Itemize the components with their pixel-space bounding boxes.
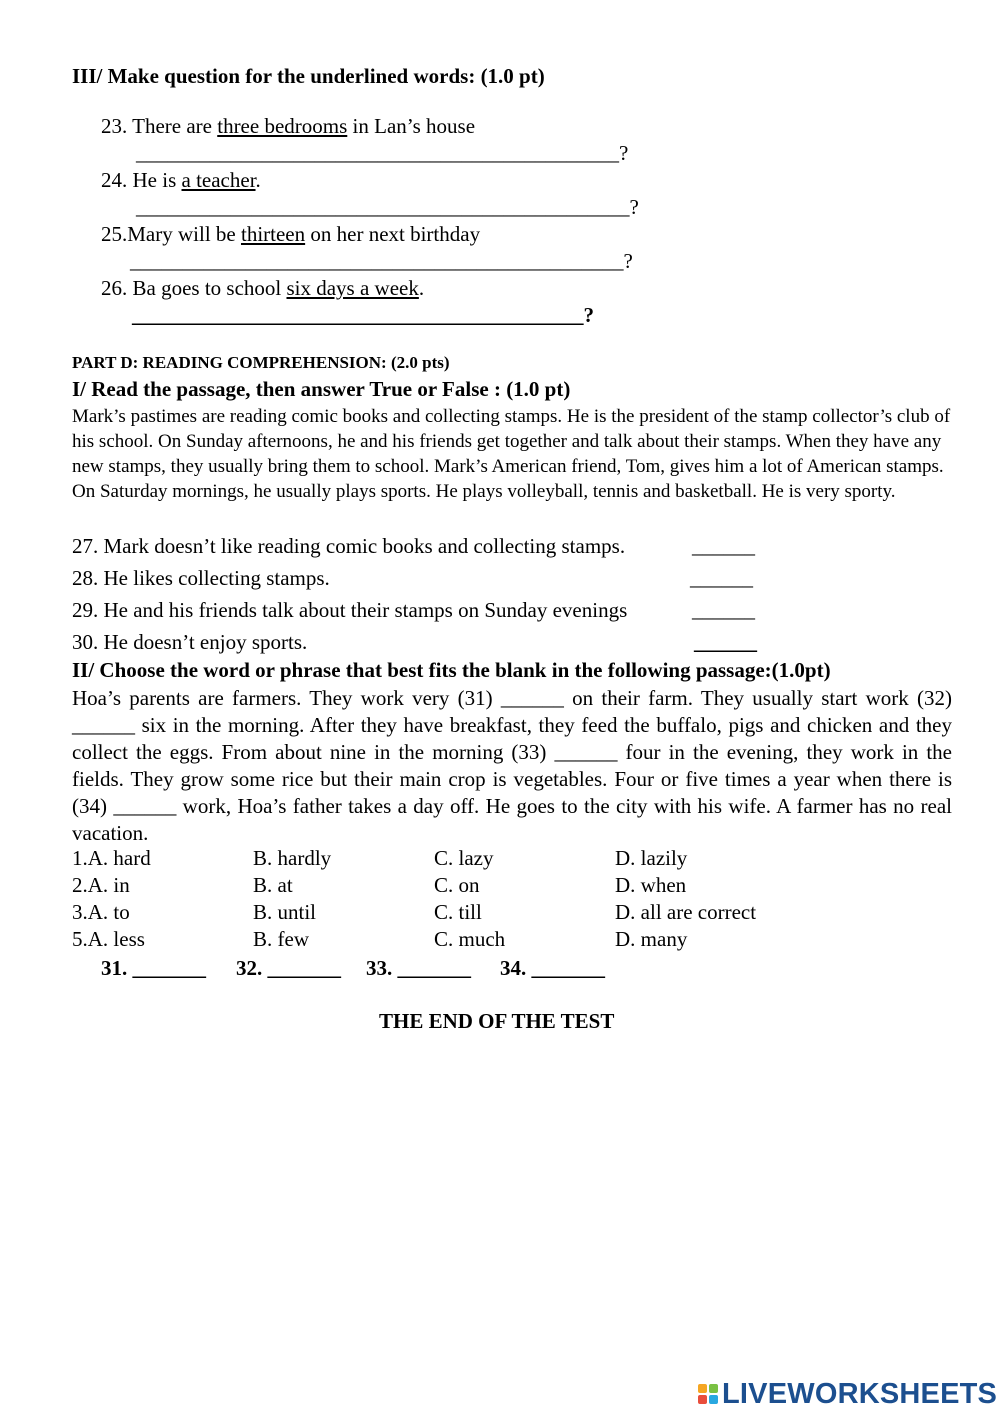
logo-square-icon bbox=[698, 1395, 707, 1404]
logo-square-icon bbox=[709, 1395, 718, 1404]
option-1a[interactable]: 1.A. hard bbox=[72, 846, 151, 870]
question-text: on her next birthday bbox=[305, 222, 481, 246]
option-3d[interactable]: D. all are correct bbox=[615, 900, 757, 924]
answer-line[interactable]: _______________________________________________? bbox=[130, 249, 633, 273]
option-3c[interactable]: C. till bbox=[434, 900, 482, 924]
reading-passage: Mark’s pastimes are reading comic books and collecting stamps. He is the president of the stamp collector’s club of his school. On Sunday afternoons, he and his friends get together and talk about their stamps. When they have any new stamps, they usually bring them to school. Mark’s American friend, Tom, gives him a lot of American stamps. On Saturday mornings, he usually plays sports. He plays volleyball, tennis and basketball. He is very sporty. bbox=[72, 406, 951, 502]
question-26 bbox=[101, 276, 424, 301]
question-text: Ba goes to school bbox=[132, 276, 287, 300]
end-of-test: THE END OF THE TEST bbox=[379, 1009, 615, 1033]
section-heading: III/ Make question for the underlined words: (1.0 pt) bbox=[72, 64, 545, 88]
option-1b[interactable]: B. hardly bbox=[253, 846, 332, 870]
logo-square-icon bbox=[709, 1384, 718, 1393]
option-2b[interactable]: B. at bbox=[253, 873, 293, 897]
question-number: 25. bbox=[101, 222, 128, 246]
underlined-phrase: thirteen bbox=[240, 222, 306, 246]
answer-32[interactable]: 32. _______ bbox=[236, 956, 341, 980]
option-3b[interactable]: B. until bbox=[253, 900, 317, 924]
tf-question-text: 27. Mark doesn’t like reading comic books and collecting stamps. bbox=[72, 534, 626, 558]
option-5d[interactable]: D. many bbox=[615, 927, 688, 951]
question-text: There are bbox=[132, 114, 218, 138]
liveworksheets-logo bbox=[698, 1379, 997, 1409]
question-text: . bbox=[255, 168, 261, 192]
option-1c[interactable]: C. lazy bbox=[434, 846, 494, 870]
underlined-phrase: six days a week bbox=[286, 276, 419, 300]
option-5c[interactable]: C. much bbox=[434, 927, 506, 951]
question-23 bbox=[101, 114, 475, 139]
answer-34[interactable]: 34. _______ bbox=[500, 956, 605, 980]
option-3a[interactable]: 3.A. to bbox=[72, 900, 130, 924]
answer-33[interactable]: 33. _______ bbox=[366, 956, 471, 980]
question-24 bbox=[101, 168, 261, 193]
answer-line[interactable]: ___________________________________________? bbox=[132, 303, 594, 327]
tf-answer-blank[interactable]: ______ bbox=[692, 534, 755, 558]
tf-question-text: 29. He and his friends talk about their stamps on Sunday evenings bbox=[72, 598, 628, 622]
logo-mark-icon bbox=[698, 1384, 718, 1404]
option-2d[interactable]: D. when bbox=[615, 873, 687, 897]
part-heading: PART D: READING COMPREHENSION: (2.0 pts) bbox=[72, 353, 450, 372]
question-number: 24. bbox=[101, 168, 128, 192]
question-number: 26. bbox=[101, 276, 128, 300]
underlined-phrase: three bedrooms bbox=[217, 114, 348, 138]
tf-question-text: 28. He likes collecting stamps. bbox=[72, 566, 330, 590]
answer-line[interactable]: _______________________________________________? bbox=[136, 195, 639, 219]
tf-answer-blank[interactable]: ______ bbox=[694, 630, 757, 654]
question-text: in Lan’s house bbox=[347, 114, 476, 138]
question-text: . bbox=[418, 276, 425, 300]
question-25 bbox=[101, 222, 480, 247]
option-2c[interactable]: C. on bbox=[434, 873, 480, 897]
subsection-heading: I/ Read the passage, then answer True or False : (1.0 pt) bbox=[72, 377, 571, 401]
option-1d[interactable]: D. lazily bbox=[615, 846, 688, 870]
tf-answer-blank[interactable]: ______ bbox=[690, 566, 753, 590]
cloze-passage: Hoa’s parents are farmers. They work very (31) ______ on their farm. They usually start work (32) ______ six in the morning. After they have breakfast, they feed the buffalo, pigs and chicken and they collect the eggs. From about nine in the morning (33) ______ four in the evening, they work in the fields. They grow some rice but their main crop is vegetables. Four or five times a year when there is (34) ______ work, Hoa’s father takes a day off. He goes to the city with his wife. A farmer has no real vacation. bbox=[72, 686, 952, 845]
answer-line[interactable]: ______________________________________________? bbox=[136, 141, 629, 165]
option-2a[interactable]: 2.A. in bbox=[72, 873, 130, 897]
tf-question-text: 30. He doesn’t enjoy sports. bbox=[72, 630, 308, 654]
subsection-heading: II/ Choose the word or phrase that best fits the blank in the following passage:(1.0pt) bbox=[72, 658, 831, 682]
logo-square-icon bbox=[698, 1384, 707, 1393]
option-5b[interactable]: B. few bbox=[253, 927, 309, 951]
question-number: 23. bbox=[101, 114, 128, 138]
answer-31[interactable]: 31. _______ bbox=[101, 956, 206, 980]
option-5a[interactable]: 5.A. less bbox=[72, 927, 145, 951]
brand-name: LIVEWORKSHEETS bbox=[722, 1377, 998, 1410]
underlined-phrase: a teacher bbox=[181, 168, 256, 192]
question-text: He is bbox=[132, 168, 182, 192]
question-text: Mary will be bbox=[127, 222, 241, 246]
tf-answer-blank[interactable]: ______ bbox=[692, 598, 755, 622]
